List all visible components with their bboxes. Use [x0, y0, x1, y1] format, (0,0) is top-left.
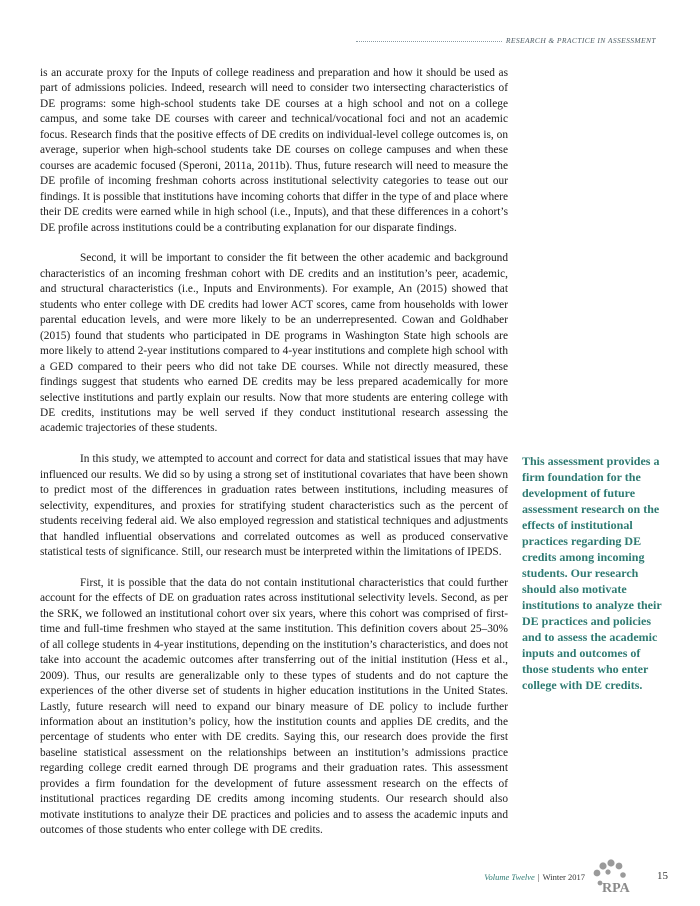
- running-head-label: RESEARCH & PRACTICE IN ASSESSMENT: [505, 35, 656, 45]
- folio-separator: |: [537, 872, 540, 882]
- volume-label: Volume Twelve: [484, 872, 535, 882]
- page-number: 15: [657, 870, 668, 882]
- paragraph-1: is an accurate proxy for the Inputs of college readiness and preparation and how it should be used as part of admissions policies. Indeed, research will need to consider two intersecting characteristics of DE programs: some high-school students take DE courses at a high school and not on a college campus, and some take DE courses with career and technical/vocational foci and not an academic focus. Research finds that the positive effects of DE credits on individual-level college outcomes is, on average, superior when high-school students take DE courses on college campuses and when these courses are academic focused (Speroni, 2011a, 2011b). Thus, future research will need to measure the DE profile of incoming freshman cohorts across institutional selectivity categories to tease out our findings. It is possible that institutions have incoming cohorts that differ in the type of and place where their DE credits were earned while in high school (i.e., Inputs), and that these differences in a cohort’s DE profile across institutions could be a contributing explanation for our disparate findings.: [40, 67, 508, 234]
- paragraph-3: In this study, we attempted to account and correct for data and statistical issues that may have influenced our results. We did so by using a strong set of institutional covariates that have been shown to predict most of the differences in graduation rates between institutions, including measures of selectivity, expenditures, and proxies for stratifying student characteristics such as the percent of students receiving federal aid. We also employed regression and statistical techniques and adjustments that handled influential observations and correlated outcomes as well as produced conservative statistical tests of significance. Still, our research must be interpreted within the limitations of IPEDS.: [40, 453, 508, 559]
- article-body: [40, 66, 508, 839]
- issue-season: Winter 2017: [542, 872, 585, 882]
- rpa-logo-text: RPA: [602, 881, 630, 896]
- folio: [484, 872, 585, 882]
- rpa-logo: [588, 858, 640, 898]
- running-head-leader-dots: [356, 41, 502, 42]
- page-footer: [400, 858, 668, 898]
- rpa-logo-icon: [588, 858, 640, 898]
- paragraph-4: First, it is possible that the data do not contain institutional characteristics that could further account for the effects of DE on graduation rates across institutional selectivity levels. Second, as per the SRK, we followed an institutional cohort over six years, where this cohort was comprised of first-time and full-time freshmen who stayed at the same institution. This definition covers about 25–30% of all college students in 4-year institutions, depending on the institution’s characteristics, and does not take into account the academic outcomes after transferring out of the initial institution (Hess et al., 2009). Thus, our results are generalizable only to these types of students and do not capture the experiences of the other diverse set of students in higher education institutions in the United States. Lastly, future research will need to expand our binary measure of DE policy to include further information about an institution’s policy, how the institution counts and applies DE credits, and the percentage of students who enter with DE credits. Saying this, our research does provide the first baseline statistical assessment on the relationships between an institution’s admissions practice regarding college credit earned through DE programs and their graduation rates. This assessment provides a firm foundation for the development of future assessment research on the effects of institutional practices regarding DE credits among incoming students. Our research should also motivate institutions to analyze their DE practices and policies and to assess the academic inputs and outcomes of those students who enter college with DE credits.: [40, 576, 508, 837]
- running-head: [356, 33, 656, 47]
- paragraph-2: Second, it will be important to consider the fit between the other academic and background characteristics of an incoming freshman cohort with DE credits and an institution’s peer, academic, and structural characteristics (i.e., Inputs and Environments). For example, An (2015) showed that students who enter college with DE credits had lower ACT scores, came from households with lower parental education levels, and were more likely to be an underrepresented. Cowan and Goldhaber (2015) found that students who participated in DE programs in Washington State high schools are more likely to attend 2-year institutions compared to 4-year institutions and complete high school with a GED compared to their peers who did not take DE courses. While not directly measured, these findings suggest that students who earned DE credits may be less prepared academically for more selective institutions and partly explain our results. Now that more students are entering college with DE credits, institutions may be well served if they conduct institutional research assessing the academic trajectories of these students.: [40, 252, 508, 435]
- pull-quote: This assessment provides a firm foundation for the development of future assessment research on the effects of institutional practices regarding DE credits among incoming students. Our research should also motivate institutions to analyze their DE practices and policies and to assess the academic inputs and outcomes of those students who enter college with DE credits.: [522, 454, 662, 692]
